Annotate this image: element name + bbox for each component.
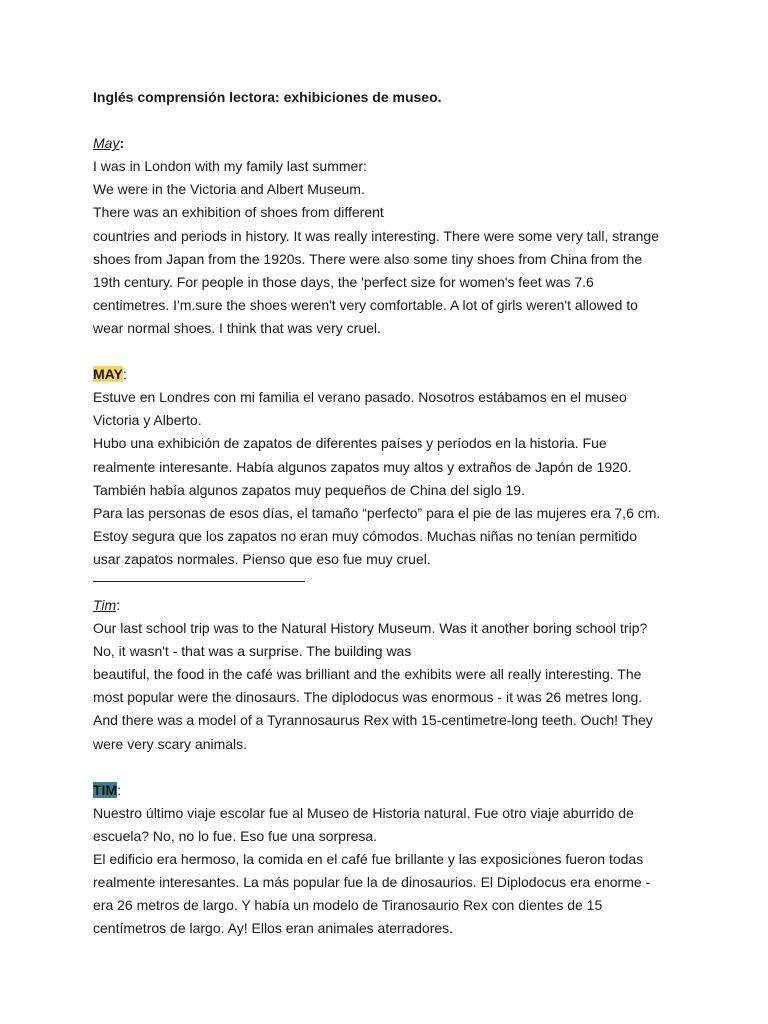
text-line: beautiful, the food in the café was brilliant and the exhibits were all really interesting. The	[93, 666, 642, 683]
tim-speaker-colon: :	[116, 596, 121, 613]
may-speaker-label: May	[93, 135, 120, 152]
text-line: Para las personas de esos días, el tamaño “perfecto” para el pie de las mujeres era 7,6 cm.	[93, 504, 661, 521]
text-line: wear normal shoes. I think that was very cruel.	[93, 319, 381, 336]
document-title: Inglés comprensión lectora: exhibiciones de museo.	[93, 89, 442, 105]
text-line: And there was a model of a Tyrannosaurus Rex with 15-centimetre-long teeth. Ouch! They	[93, 712, 653, 729]
tim-es-speaker-colon: :	[117, 781, 121, 798]
tim-es-speaker-line	[93, 779, 693, 802]
text-line: Hubo una exhibición de zapatos de diferentes países y períodos en la historia. Fue	[93, 435, 607, 452]
text-line: I was in London with my family last summer:	[93, 158, 367, 175]
text-line: We were in the Victoria and Albert Museum.	[93, 181, 365, 198]
text-line: shoes from Japan from the 1920s. There were also some tiny shoes from China from the	[93, 250, 643, 267]
text-line: Our last school trip was to the Natural History Museum. Was it another boring school trip?	[93, 620, 648, 637]
may-es-speaker-line	[93, 363, 693, 386]
text-line: Victoria y Alberto.	[93, 412, 202, 429]
may-english-section	[93, 132, 693, 340]
text-line: realmente interesante. Había algunos zapatos muy altos y extraños de Japón de 1920.	[93, 458, 632, 475]
blank-line	[93, 340, 693, 363]
text-line: were very scary animals.	[93, 735, 248, 752]
text-line: usar zapatos normales. Pienso que eso fue muy cruel.	[93, 550, 431, 567]
text-line: Estuve en Londres con mi familia el verano pasado. Nosotros estábamos en el museo	[93, 389, 627, 406]
text-line: most popular were the dinosaurs. The diplodocus was enormous - it was 26 metres long.	[93, 689, 643, 706]
text-line: escuela? No, no lo fue. Eso fue una sorpresa.	[93, 827, 378, 844]
tim-es-speaker-label: TIM	[93, 781, 118, 798]
blank-line	[93, 756, 693, 779]
may-es-speaker-label: MAY	[93, 366, 123, 383]
tim-speaker-line	[93, 594, 693, 617]
text-line: centímetros de largo. Ay! Ellos eran animales aterradores.	[93, 920, 454, 937]
text-line: Estoy segura que los zapatos no eran muy cómodos. Muchas niñas no tenían permitido	[93, 527, 637, 544]
may-speaker-colon: :	[119, 135, 125, 152]
tim-english-section	[93, 594, 693, 756]
blank-line	[93, 109, 693, 132]
tim-spanish-section	[93, 779, 693, 941]
text-line: También había algunos zapatos muy pequeños de China del siglo 19.	[93, 481, 525, 498]
text-line: era 26 metros de largo. Y había un modelo de Tiranosaurio Rex con dientes de 15	[93, 897, 603, 914]
text-line: There was an exhibition of shoes from different	[93, 204, 384, 221]
text-line: countries and periods in history. It was really interesting. There were some very tall, strange	[93, 227, 659, 244]
section-divider	[93, 581, 305, 582]
text-line: Nuestro último viaje escolar fue al Museo de Historia natural. Fue otro viaje aburrido de	[93, 804, 634, 821]
tim-speaker-label: Tim	[93, 596, 117, 613]
text-line: 19th century. For people in those days, the 'perfect size for women's feet was 7.6	[93, 273, 594, 290]
document-page	[93, 86, 693, 940]
text-line: El edificio era hermoso, la comida en el café fue brillante y las exposiciones fueron todas	[93, 851, 644, 867]
may-es-speaker-colon: :	[122, 366, 127, 383]
text-line: realmente interesantes. La más popular fue la de dinosaurios. El Diplodocus era enorme -	[93, 874, 651, 891]
may-speaker-line	[93, 132, 693, 155]
text-line: No, it wasn't - that was a surprise. The building was	[93, 643, 412, 660]
may-spanish-section	[93, 363, 693, 571]
text-line: centimetres. I'm.sure the shoes weren't very comfortable. A lot of girls weren't allowed to	[93, 296, 638, 313]
